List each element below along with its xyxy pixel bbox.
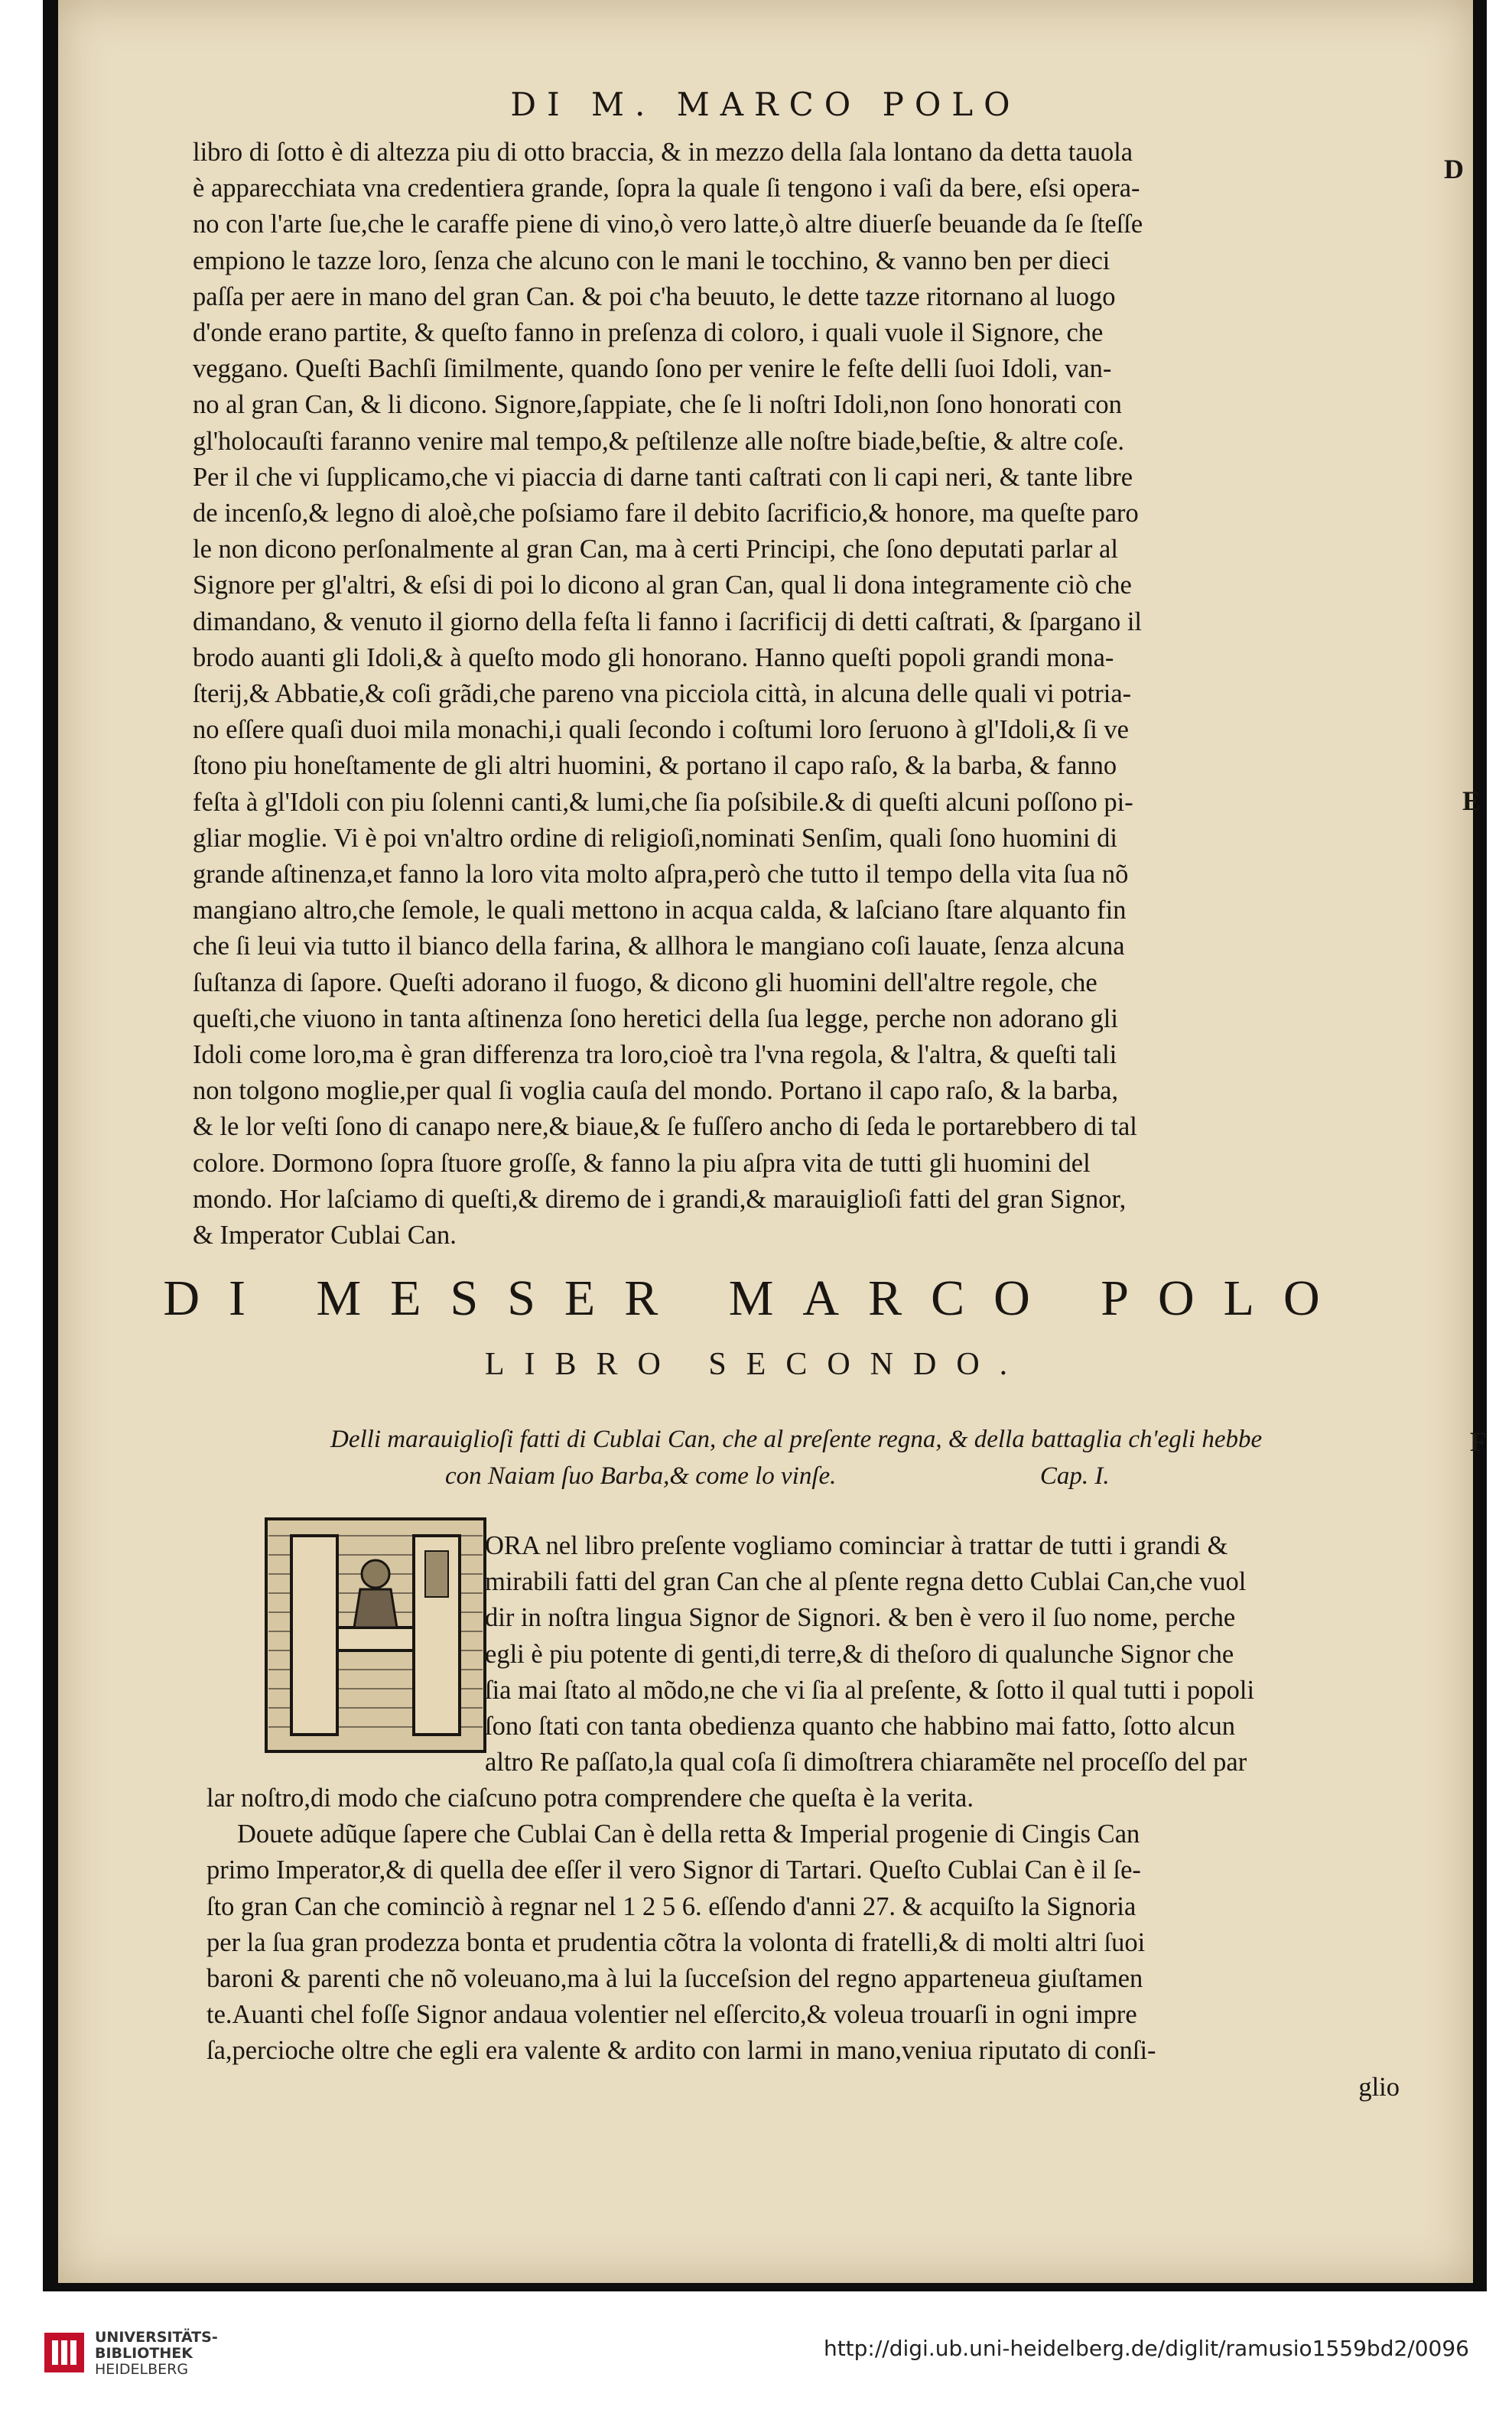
text-line: no al gran Can, & li dicono. Signore,ſappiate, che ſe li noſtri Idoli,non ſono honorati con: [193, 390, 1122, 420]
text-line: mondo. Hor laſciamo di queſti,& diremo de i grandi,& marauiglioſi fatti del gran Signor,: [193, 1184, 1127, 1214]
text-line: libro di ſotto è di altezza piu di otto braccia, & in mezzo della ſala lontano da detta tauola: [193, 138, 1133, 167]
text-line: feſta à gl'Idoli con piu ſolenni canti,& lumi,che ſia poſsibile.& di queſti alcuni poſſono pi-: [193, 787, 1133, 817]
chapter-heading-line-1: Delli marauiglioſi fatti di Cublai Can, che al preſente regna, & della battaglia ch'egli hebbe: [330, 1426, 1263, 1453]
text-line: veggano. Queſti Bachſi ſimilmente, quando ſono per venire le feſte delli ſuoi Idoli, van-: [193, 354, 1112, 384]
library-name-line-2: BIBLIOTHEK: [95, 2345, 193, 2362]
body-text-block: [193, 135, 1447, 1254]
text-line: Per il che vi ſupplicamo,che vi piaccia di darne tanti caſtrati con li capi neri, & tante libre: [193, 462, 1133, 492]
text-line: primo Imperator,& di quella dee eſſer il vero Signor di Tartari. Queſto Cublai Can è il ſe-: [206, 1855, 1141, 1885]
chapter-number: Cap. I.: [1039, 1462, 1110, 1490]
page-url-link[interactable]: http://digi.ub.uni-heidelberg.de/diglit/ramusio1559bd2/0096: [823, 2336, 1469, 2361]
text-line: ſa,percioche oltre che egli era valente & ardito con larmi in mano,veniua riputato di conſi-: [206, 2036, 1156, 2066]
text-line: gl'holocauſti faranno venire mal tempo,& peſtilenze alle noſtre biade,beſtie, & altre coſe.: [193, 426, 1125, 456]
library-name-line-1: UNIVERSITÄTS-: [95, 2329, 218, 2346]
text-line: & Imperator Cublai Can.: [193, 1221, 457, 1250]
text-line: empiono le tazze loro, ſenza che alcuno con le mani le tocchino, & vanno ben per dieci: [193, 246, 1110, 275]
text-line: egli è piu potente di genti,di terre,& di theſoro di qualunche Signor che: [485, 1639, 1234, 1669]
text-line: colore. Dormono ſopra ſtuore groſſe, & fanno la piu aſpra vita de tutti gli huomini del: [193, 1148, 1091, 1178]
text-line: gliar moglie. Vi è poi vn'altro ordine di religioſi,nominati Senſim, quali ſono huomini di: [193, 823, 1117, 853]
text-line: no con l'arte ſue,che le caraffe piene di vino,ò vero latte,ò altre diuerſe beuande da ſe ſteſſe: [193, 210, 1143, 239]
book-subtitle: LIBRO SECONDO.: [484, 1347, 1028, 1382]
library-name-line-3: HEIDELBERG: [95, 2361, 189, 2378]
university-logo-icon[interactable]: [44, 2333, 84, 2372]
text-line: & le lor veſti ſono di canapo nere,& biaue,& ſe fuſſero ancho di ſeda le portarebbero di tal: [193, 1112, 1137, 1142]
chapter-heading-line-2-row: [330, 1458, 1416, 1494]
text-line: che ſi leui via tutto il bianco della farina, & allhora le mangiano coſi lauate, ſenza alcuna: [193, 932, 1125, 961]
text-line: mirabili fatti del gran Can che al pſente regna detto Cublai Can,che vuol: [485, 1567, 1247, 1597]
chapter-continued-text: [206, 1780, 1445, 2106]
text-line: no eſſere quaſi duoi mila monachi,i quali ſecondo i coſtumi loro ſeruono à gl'Idoli,& ſi ve: [193, 715, 1129, 745]
text-line: ſia mai ſtato al mõdo,ne che vi ſia al preſente, & ſotto il qual tutti i popoli: [485, 1675, 1255, 1705]
text-line: le non dicono perſonalmente al gran Can, ma à certi Principi, che ſono deputati parlar al: [193, 535, 1118, 564]
text-line: ſono ſtati con tanta obedienza quanto che habbino mai fatto, ſotto alcun: [485, 1712, 1236, 1741]
text-line: altro Re paſſato,la qual coſa ſi dimoſtrera chiaramẽte nel proceſſo del par: [485, 1748, 1247, 1777]
text-line: ORA nel libro preſente vogliamo cominciar à trattar de tutti i grandi &: [485, 1531, 1228, 1560]
footer-bar: [0, 2291, 1512, 2426]
text-line: paſſa per aere in mano del gran Can. & poi c'ha beuuto, le dette tazze ritornano al luogo: [193, 281, 1116, 311]
text-line: dir in noſtra lingua Signor de Signori. & ben è vero il ſuo nome, perche: [485, 1603, 1236, 1633]
chapter-heading-line-2: con Naiam ſuo Barba,& come lo vinſe.: [445, 1462, 837, 1490]
text-line: d'onde erano partite, & queſto fanno in preſenza di coloro, i quali vuole il Signore, che: [193, 318, 1104, 348]
chapter-heading: [330, 1421, 1416, 1494]
text-line: dimandano, & venuto il giorno della feſta li fanno i ſacrificij di detti caſtrati, & ſpargano il: [193, 606, 1143, 636]
catchword: glio: [1358, 2072, 1400, 2102]
text-line: ſterij,& Abbatie,& coſi grãdi,che pareno vna picciola città, in alcuna delle quali vi potria-: [193, 679, 1132, 709]
text-line: Douete adũque ſapere che Cublai Can è della retta & Imperial progenie di Cingis Can: [237, 1820, 1140, 1849]
text-line: queſti,che viuono in tanta aſtinenza ſono heretici della ſua legge, perche non adorano gli: [193, 1003, 1118, 1033]
text-line: non tolgono moglie,per qual ſi voglia cauſa del mondo. Portano il capo raſo, & la barba,: [193, 1076, 1119, 1106]
text-line: lar noſtro,di modo che ciaſcuno potra comprendere che queſta è la verita.: [206, 1784, 974, 1813]
text-line: ſuſtanza di ſapore. Queſti adorano il fuogo, & dicono gli huomini dell'altre regole, che: [193, 967, 1097, 997]
text-line: mangiano altro,che ſemole, le quali mettono in acqua calda, & laſciano ſtare alquanto fin: [193, 896, 1127, 925]
text-line: per la ſua gran prodezza bonta et prudentia cõtra la volonta di fratelli,& di molti altri ſuoi: [206, 1927, 1146, 1957]
text-line: ſto gran Can che cominciò à regnar nel 1 2 5 6. eſſendo d'anni 27. & acquiſto la Signoria: [206, 1891, 1136, 1921]
text-line: Signore per gl'altri, & eſsi di poi lo dicono al gran Can, qual li dona integramente ciò che: [193, 571, 1132, 600]
text-line: ſtono piu honeſtamente de gli altri huomini, & portano il capo raſo, & la barba, & fanno: [193, 751, 1117, 781]
text-line: Idoli come loro,ma è gran differenza tra loro,cioè tra l'vna regola, & l'altra, & queſti tali: [193, 1040, 1117, 1070]
running-title: DI M. MARCO POLO: [510, 86, 1021, 123]
woodcut-initial-h-icon: [268, 1520, 483, 1750]
text-line: è apparecchiata vna credentiera grande, ſopra la quale ſi tengono i vaſi da bere, eſsi opera-: [193, 174, 1140, 203]
text-line: de incenſo,& legno di aloè,che poſsiamo fare il debito ſacrificio,& honore, ma queſte paro: [193, 499, 1139, 528]
margin-letter-f: F: [1470, 1426, 1487, 1457]
text-line: brodo auanti gli Idoli,& à queſto modo gli honorano. Hanno queſti popoli grandi mona-: [193, 642, 1114, 672]
library-name: [95, 2330, 218, 2378]
book-title: DI MESSER MARCO POLO: [163, 1270, 1349, 1326]
text-line: grande aſtinenza,et fanno la loro vita molto aſpra,però che tutto il tempo della vita ſua nõ: [193, 860, 1129, 889]
text-line: baroni & parenti che nõ voleuano,ma à lui la ſucceſsion del regno apparteneua giuſtamen: [206, 1964, 1143, 1994]
chapter-opening-text: [485, 1528, 1449, 1780]
text-line: te.Auanti chel foſſe Signor andaua volentier nel eſſercito,& voleua trouarſi in ogni impre: [206, 2000, 1137, 2030]
woodcut-initial-h-image: [265, 1517, 486, 1753]
margin-letter-d: D: [1444, 154, 1464, 184]
margin-letter-e: E: [1462, 785, 1481, 816]
